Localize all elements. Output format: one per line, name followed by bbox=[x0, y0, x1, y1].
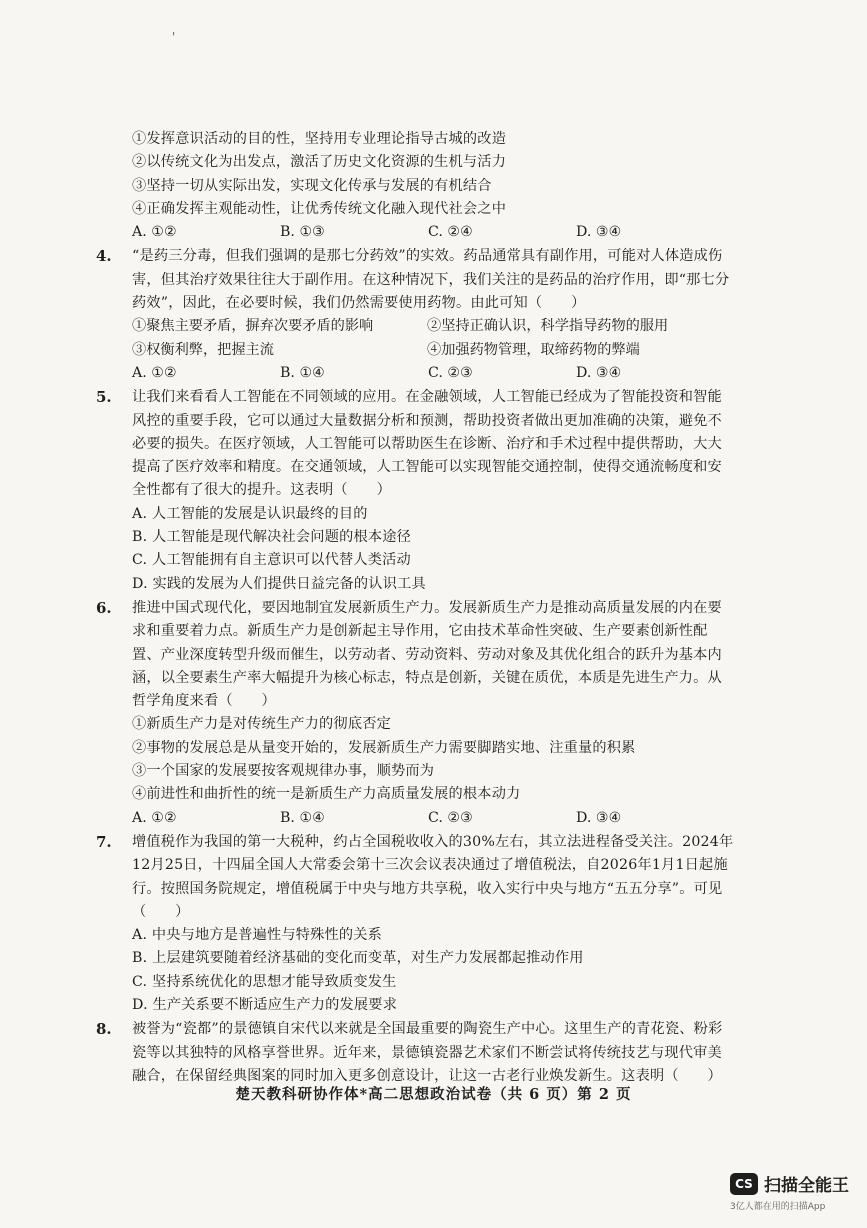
question-stem: 被誉为“瓷都”的景德镇自宋代以来就是全国最重要的陶瓷生产中心。这里生产的青花瓷、粉彩瓷等以其独特的风格享誉世界。近年来，景德镇瓷器艺术家们不断尝试将传统技艺与现代审美融合，在保留经典图案的同时加入更多创意设计，让这一古老行业焕发新生。这表明（ ） bbox=[132, 1021, 723, 1084]
option-2: ②事物的发展总是从量变开始的，发展新质生产力需要脚踏实地、注重量的积累 bbox=[132, 739, 636, 756]
choice-a: A. ①② bbox=[132, 809, 177, 826]
option-a: A. 中央与地方是普遍性与特殊性的关系 bbox=[132, 927, 383, 944]
choice-b: B. ①④ bbox=[280, 809, 325, 826]
option-line: ③坚持一切从实际出发，实现文化传承与发展的有机结合 bbox=[132, 177, 492, 194]
camscanner-logo-icon: CS bbox=[730, 1173, 758, 1195]
page-footer: 楚天教科研协作体*高二思想政治试卷（共 6 页）第 2 页 bbox=[235, 1086, 632, 1103]
option-4: ④加强药物管理，取缔药物的弊端 bbox=[427, 341, 640, 358]
question-number: 8. bbox=[96, 1020, 112, 1039]
question-stem: 增值税作为我国的第一大税种，约占全国税收收入的30%左右，其立法进程备受关注。2024年12月25日，十四届全国人大常委会第十三次会议表决通过了增值税法，自2026年1月1日起施行。按照国务院规定，增值税属于中央与地方共享税，收入实行中央与地方“五五分享”。可见（ ） bbox=[132, 833, 734, 920]
option-1: ①新质生产力是对传统生产力的彻底否定 bbox=[132, 716, 391, 733]
choice-d: D. ③④ bbox=[576, 809, 622, 826]
question-number: 5. bbox=[96, 388, 112, 407]
option-3: ③一个国家的发展要按客观规律办事，顺势而为 bbox=[132, 763, 435, 780]
choice-c: C. ②③ bbox=[428, 364, 473, 381]
choice-c: C. ②③ bbox=[428, 809, 473, 826]
option-line: ④正确发挥主观能动性，让优秀传统文化融入现代社会之中 bbox=[132, 200, 507, 217]
choice-a: A. ①② bbox=[132, 364, 177, 381]
option-d: D. 实践的发展为人们提供日益完备的认识工具 bbox=[132, 575, 426, 592]
question-options bbox=[96, 924, 736, 1017]
question-stem: 让我们来看看人工智能在不同领域的应用。在金融领域，人工智能已经成为了智能投资和智能风控的重要手段，它可以通过大量数据分析和预测，帮助投资者做出更加准确的决策，避免不必要的损失。在医疗领域，人工智能可以帮助医生在诊断、治疗和手术过程中提供帮助，大大提高了医疗效率和精度。在交通领域，人工智能可以实现智能交通控制，使得交通流畅度和安全性都有了很大的提升。这表明（ ） bbox=[132, 389, 722, 499]
option-line: ②以传统文化为出发点，激活了历史文化资源的生机与活力 bbox=[132, 154, 507, 171]
option-b: B. 人工智能是现代解决社会问题的根本途径 bbox=[132, 529, 412, 546]
question-choices bbox=[96, 362, 736, 385]
question-8 bbox=[96, 1018, 736, 1088]
question-5 bbox=[96, 386, 736, 596]
question-content bbox=[96, 128, 736, 1088]
choice-c: C. ②④ bbox=[428, 224, 473, 241]
question-options bbox=[96, 713, 736, 806]
choice-d: D. ③④ bbox=[576, 364, 622, 381]
question-number: 7. bbox=[96, 832, 112, 851]
question-6 bbox=[96, 597, 736, 830]
option-3: ③权衡利弊，把握主流 bbox=[132, 341, 274, 358]
choice-b: B. ①④ bbox=[280, 364, 325, 381]
question-number: 4. bbox=[96, 247, 112, 266]
choice-d: D. ③④ bbox=[576, 224, 622, 241]
option-4: ④前进性和曲折性的统一是新质生产力高质量发展的根本动力 bbox=[132, 786, 521, 803]
question-choices bbox=[96, 807, 736, 830]
option-1: ①聚焦主要矛盾，摒弃次要矛盾的影响 bbox=[132, 318, 374, 335]
option-c: C. 坚持系统优化的思想才能导致质变发生 bbox=[132, 973, 397, 990]
question-7 bbox=[96, 831, 736, 1017]
choice-a: A. ①② bbox=[132, 224, 177, 241]
stray-mark: ' bbox=[172, 30, 176, 44]
question-options bbox=[96, 503, 736, 596]
option-2: ②坚持正确认识，科学指导药物的服用 bbox=[427, 318, 669, 335]
watermark-title: 扫描全能王 bbox=[764, 1176, 849, 1196]
question-number: 6. bbox=[96, 598, 112, 617]
scanner-watermark bbox=[730, 1171, 849, 1212]
prev-question-choices bbox=[96, 221, 736, 244]
question-stem: “是药三分毒，但我们强调的是那七分药效”的实效。药品通常具有副作用，可能对人体造成伤害，但其治疗效果往往大于副作用。在这种情况下，我们关注的是药品的治疗作用，即“那七分药效”，因此，在必要时候，我们仍然需要使用药物。由此可知（ ） bbox=[132, 248, 730, 312]
question-stem: 推进中国式现代化，要因地制宜发展新质生产力。发展新质生产力是推动高质量发展的内在要求和重要着力点。新质生产力是创新起主导作用，它由技术革命性突破、生产要素创新性配置、产业深度转型升级而催生，以劳动者、劳动资料、劳动对象及其优化组合的跃升为基本内涵，以全要素生产率大幅提升为核心标志，特点是创新，关键在质优，本质是先进生产力。从哲学角度来看（ ） bbox=[132, 599, 722, 710]
prev-question-options bbox=[96, 128, 736, 221]
option-c: C. 人工智能拥有自主意识可以代替人类活动 bbox=[132, 552, 411, 569]
choice-b: B. ①③ bbox=[280, 224, 325, 241]
option-line: ①发挥意识活动的目的性，坚持用专业理论指导古城的改造 bbox=[132, 131, 507, 147]
question-options bbox=[96, 315, 736, 362]
option-a: A. 人工智能的发展是认识最终的目的 bbox=[132, 505, 368, 522]
question-4 bbox=[96, 245, 736, 385]
option-b: B. 上层建筑要随着经济基础的变化而变革，对生产力发展都起推动作用 bbox=[132, 950, 584, 967]
option-d: D. 生产关系要不断适应生产力的发展要求 bbox=[132, 996, 398, 1013]
watermark-subtitle: 3亿人都在用的扫描App bbox=[730, 1202, 826, 1212]
